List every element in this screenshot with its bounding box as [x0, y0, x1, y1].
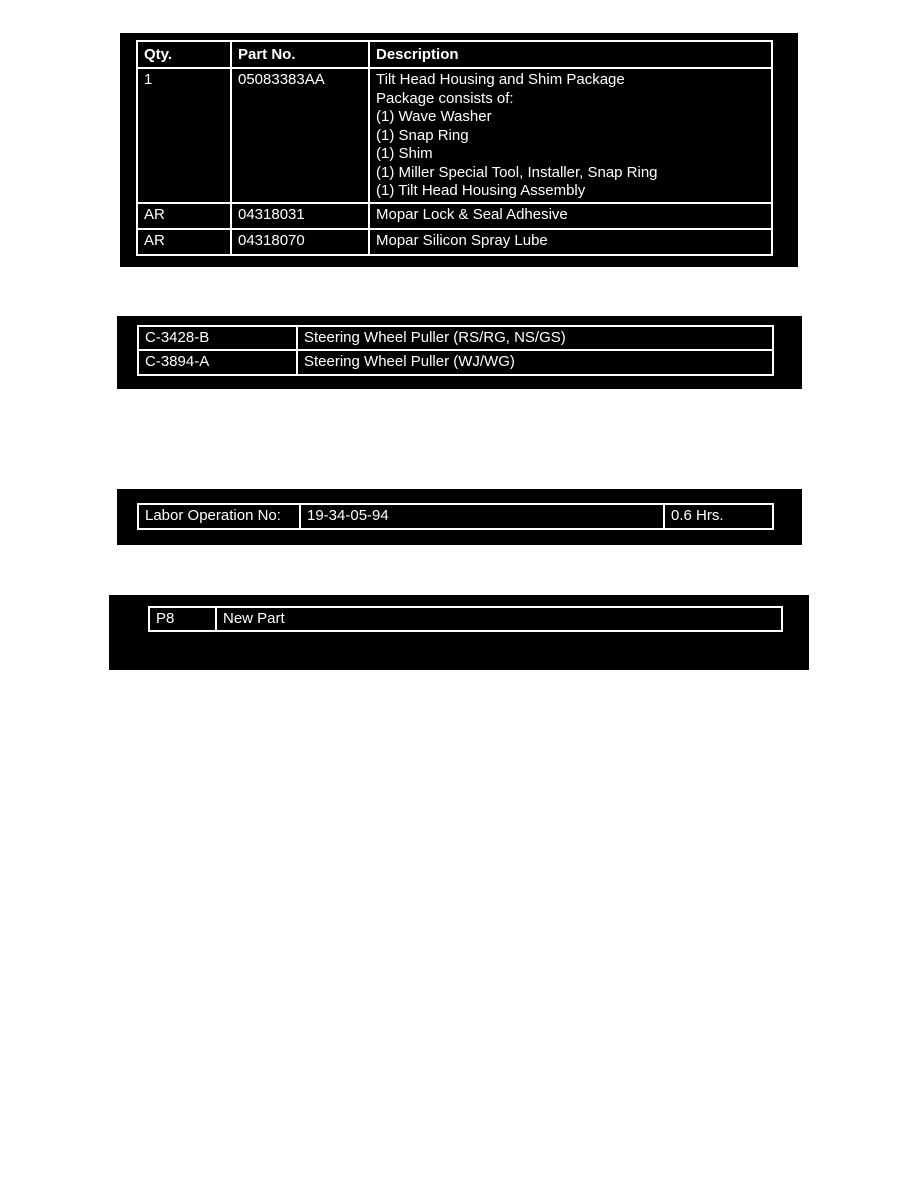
row-2-qty: AR — [136, 202, 232, 230]
desc-line: (1) Wave Washer — [376, 108, 492, 125]
row-1-description — [368, 67, 773, 204]
tool-1-description: Steering Wheel Puller (RS/RG, NS/GS) — [296, 325, 774, 351]
code-cell: P8 — [148, 606, 217, 632]
desc-line: (1) Shim — [376, 145, 433, 162]
desc-line: (1) Tilt Head Housing Assembly — [376, 182, 586, 199]
header-qty: Qty. — [136, 40, 232, 69]
labor-hours: 0.6 Hrs. — [663, 503, 774, 530]
code-table — [109, 595, 809, 670]
desc-line: Tilt Head Housing and Shim Package — [376, 71, 625, 88]
tool-2-number: C-3894-A — [137, 349, 298, 376]
tool-2-description: Steering Wheel Puller (WJ/WG) — [296, 349, 774, 376]
row-2-description: Mopar Lock & Seal Adhesive — [368, 202, 773, 230]
tools-table — [117, 316, 802, 389]
tool-1-number: C-3428-B — [137, 325, 298, 351]
row-2-part-no: 04318031 — [230, 202, 370, 230]
code-description: New Part — [215, 606, 783, 632]
parts-table — [120, 33, 798, 267]
desc-line: Package consists of: — [376, 89, 514, 107]
labor-table — [117, 489, 802, 545]
row-3-part-no: 04318070 — [230, 228, 370, 256]
header-description: Description — [368, 40, 773, 69]
row-1-qty: 1 — [136, 67, 232, 204]
row-3-qty: AR — [136, 228, 232, 256]
labor-label: Labor Operation No: — [137, 503, 301, 530]
row-1-part-no: 05083383AA — [230, 67, 370, 204]
header-part-no: Part No. — [230, 40, 370, 69]
desc-line: (1) Snap Ring — [376, 126, 469, 144]
desc-line: (1) Miller Special Tool, Installer, Snap Ring — [376, 163, 658, 181]
labor-operation-number: 19-34-05-94 — [299, 503, 665, 530]
row-3-description: Mopar Silicon Spray Lube — [368, 228, 773, 256]
